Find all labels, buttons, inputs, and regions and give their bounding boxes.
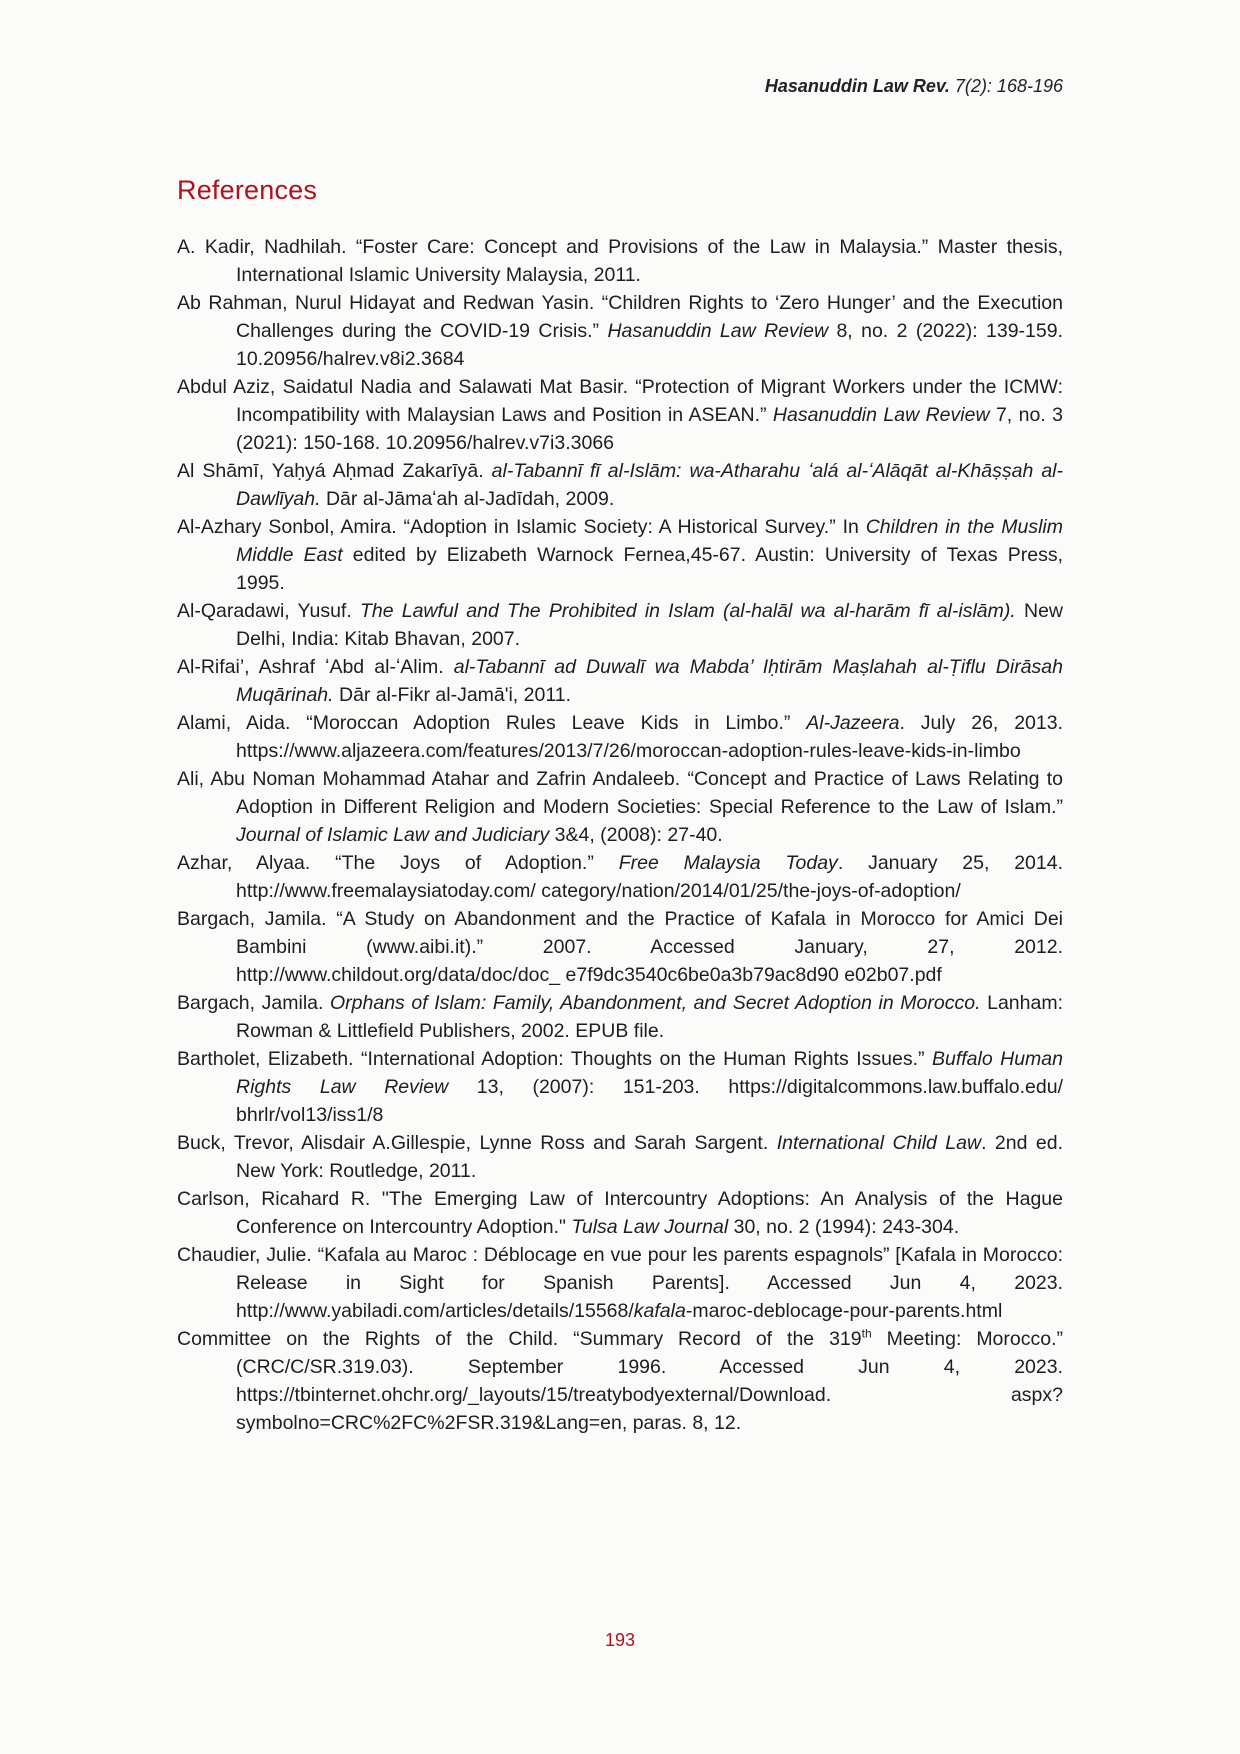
reference-item: A. Kadir, Nadhilah. “Foster Care: Concept and Provisions of the Law in Malaysia.” Master thesis, International Islamic University Malaysia, 2011. (177, 236, 1063, 286)
reference-item: Al Shāmī, Yaḥyá Aḥmad Zakarīyā. al-Tabannī fī al-Islām: wa-Atharahu ʻalá al-ʻAlāqāt al-Khāṣṣah al-Dawlīyah. Dār al-Jāmaʻah al-Jadīdah, 2009. (177, 460, 1063, 510)
reference-item: Buck, Trevor, Alisdair A.Gillespie, Lynne Ross and Sarah Sargent. International Child Law. 2nd ed. New York: Routledge, 2011. (177, 1132, 1063, 1182)
reference-item: Carlson, Ricahard R. "The Emerging Law of Intercountry Adoptions: An Analysis of the Hague Conference on Intercountry Adoption." Tulsa Law Journal 30, no. 2 (1994): 243-304. (177, 1188, 1063, 1238)
reference-item: Bargach, Jamila. “A Study on Abandonment and the Practice of Kafala in Morocco for Amici Dei Bambini (www.aibi.it).” 2007. Accessed January, 27, 2012. http://www.childout.org/data/doc/doc_ e7f9dc3540c6be0a3b79ac8d90 e02b07.pdf (177, 908, 1063, 986)
reference-item: Bartholet, Elizabeth. “International Adoption: Thoughts on the Human Rights Issues.” Buffalo Human Rights Law Review 13, (2007): 151-203. https://digitalcommons.law.buffalo.edu/ bhrlr/vol13/iss1/8 (177, 1048, 1063, 1126)
reference-item: Ali, Abu Noman Mohammad Atahar and Zafrin Andaleeb. “Concept and Practice of Laws Relating to Adoption in Different Religion and Modern Societies: Special Reference to the Law of Islam.” Journal of Islamic Law and Judiciary 3&4, (2008): 27-40. (177, 768, 1063, 846)
reference-list (177, 233, 1063, 1437)
page-number: 193 (604, 1630, 636, 1650)
running-header (765, 76, 1063, 97)
reference-item: Abdul Aziz, Saidatul Nadia and Salawati Mat Basir. “Protection of Migrant Workers under the ICMW: Incompatibility with Malaysian Laws and Position in ASEAN.” Hasanuddin Law Review 7, no. 3 (2021): 150-168. 10.20956/halrev.v7i3.3066 (177, 376, 1063, 454)
reference-item: Ab Rahman, Nurul Hidayat and Redwan Yasin. “Children Rights to ‘Zero Hunger’ and the Execution Challenges during the COVID-19 Crisis.” Hasanuddin Law Review 8, no. 2 (2022): 139-159. 10.20956/halrev.v8i2.3684 (177, 292, 1064, 370)
journal-name: Hasanuddin Law Rev. (764, 76, 950, 96)
reference-item: Alami, Aida. “Moroccan Adoption Rules Leave Kids in Limbo.” Al-Jazeera. July 26, 2013. https://www.aljazeera.com/features/2013/7/26/moroccan-adoption-rules-leave-kids-in-limbo (177, 712, 1063, 762)
reference-item: Azhar, Alyaa. “The Joys of Adoption.” Free Malaysia Today. January 25, 2014. http://www.freemalaysiatoday.com/ category/nation/2014/01/25/the-joys-of-adoption/ (177, 852, 1064, 902)
reference-item: Bargach, Jamila. Orphans of Islam: Family, Abandonment, and Secret Adoption in Morocco. Lanham: Rowman & Littlefield Publishers, 2002. EPUB file. (177, 992, 1063, 1042)
reference-item: Chaudier, Julie. “Kafala au Maroc : Déblocage en vue pour les parents espagnols” [Kafala in Morocco: Release in Sight for Spanish Parents]. Accessed Jun 4, 2023. http://www.yabiladi.com/articles/details/15568/kafala-maroc-deblocage-pour-parents.html (177, 1244, 1063, 1322)
journal-citation: 7(2): 168-196 (949, 76, 1063, 96)
reference-item: Committee on the Rights of the Child. “Summary Record of the 319th Meeting: Morocco.” (CRC/C/SR.319.03). September 1996. Accessed Jun 4, 2023. https://tbinternet.ohchr.org/_layouts/15/treatybodyexternal/Download. aspx?symbolno=CRC%2FC%2FSR.319&Lang=en, paras. 8, 12. (177, 1326, 1063, 1434)
references-heading: References (177, 175, 318, 205)
reference-item: Al-Azhary Sonbol, Amira. “Adoption in Islamic Society: A Historical Survey.” In Children in the Muslim Middle East edited by Elizabeth Warnock Fernea,45-67. Austin: University of Texas Press, 1995. (177, 516, 1064, 594)
reference-item: Al-Qaradawi, Yusuf. The Lawful and The Prohibited in Islam (al-halāl wa al-harām fī al-islām). New Delhi, India: Kitab Bhavan, 2007. (177, 600, 1063, 650)
reference-item: Al-Rifai’, Ashraf ʻAbd al-ʻAlim. al-Tabannī ad Duwalī wa Mabda’ Iḥtirām Maṣlahah al-Ṭiflu Dirāsah Muqārinah. Dār al-Fikr al-Jamā'i, 2011. (177, 656, 1063, 706)
